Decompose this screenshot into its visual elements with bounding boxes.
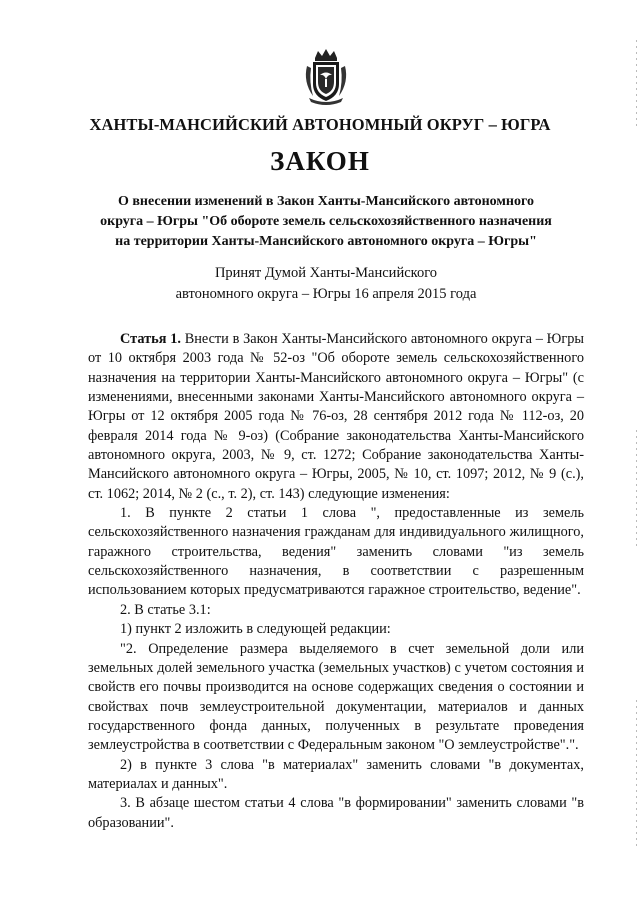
adoption-note: [130, 263, 522, 305]
article-body: [88, 330, 584, 833]
adoption-note-line: автономного округа – Югры 16 апреля 2015 года: [175, 286, 477, 302]
law-title: ЗАКОН: [270, 146, 370, 176]
law-subject-line: округа – Югры "Об обороте земель сельскохозяйственного назначения: [100, 214, 552, 229]
adoption-note-line: Принят Думой Ханты-Мансийского: [214, 265, 438, 281]
scan-edge-mark: [636, 430, 637, 550]
article-paragraph: 1. В пункте 2 статьи 1 слова ", предоставленные из земель сельскохозяйственного назначения гражданам для индивидуального жилищного, гаражного строительства, ведения" заменить словами "из земель сельскохозяйственного назначения, в соответствии с разрешенным использованием которых предусматриваются гаражное строительство, ведение".: [88, 505, 584, 599]
coat-of-arms-icon: [301, 48, 351, 106]
region-heading: ХАНТЫ-МАНСИЙСКИЙ АВТОНОМНЫЙ ОКРУГ – ЮГРА: [89, 115, 551, 134]
article-intro-text: Внести в Закон Ханты-Мансийского автономного округа – Югры от 10 октября 2003 года № 52-оз "Об обороте земель сельскохозяйственного назначения на территории Ханты-Мансийского автономного округа – Югры" (с изменениями, внесенными законами Ханты-Мансийского автономного округа – Югры от 12 октября 2005 года № 76-оз, 28 сентября 2012 года № 112-оз, 20 февраля 2014 года № 9-оз) (Собрание законодательства Ханты-Мансийского автономного округа, 2003, № 9, ст. 1272; Собрание законодательства Ханты-Мансийского автономного округа – Югры, 2005, № 10, ст. 1097; 2012, № 9 (с.), ст. 1062; 2014, № 2 (с., т. 2), ст. 143) следующие изменения:: [88, 331, 584, 502]
article-paragraph: 1) пункт 2 изложить в следующей редакции:: [120, 621, 391, 638]
law-subject: [100, 192, 552, 252]
article-paragraph: 2) в пункте 3 слова "в материалах" заменить словами "в документах, материалах и данных".: [88, 756, 584, 792]
law-subject-line: на территории Ханты-Мансийского автономного округа – Югры": [115, 234, 537, 249]
article-paragraph: 3. В абзаце шестом статьи 4 слова "в формировании" заменить словами "в образовании".: [88, 795, 584, 831]
article-label: Статья 1.: [120, 331, 181, 347]
scan-edge-mark: [636, 40, 637, 130]
article-paragraph: "2. Определение размера выделяемого в счет земельной доли или земельных долей земельного участка (земельных участков) с учетом состояния и свойств его почвы производится на основе содержащих сведения о состоянии и свойствах почв землеустроительной документации, материалов и данных государственного фонда данных, полученных в результате проведения землеустройства в соответствии с Федеральным законом "О землеустройстве".".: [88, 640, 584, 754]
article-intro-paragraph: [88, 330, 584, 504]
law-subject-line: О внесении изменений в Закон Ханты-Мансийского автономного: [117, 194, 534, 209]
scan-edge-mark: [636, 700, 637, 850]
article-paragraph: 2. В статье 3.1:: [120, 601, 211, 618]
